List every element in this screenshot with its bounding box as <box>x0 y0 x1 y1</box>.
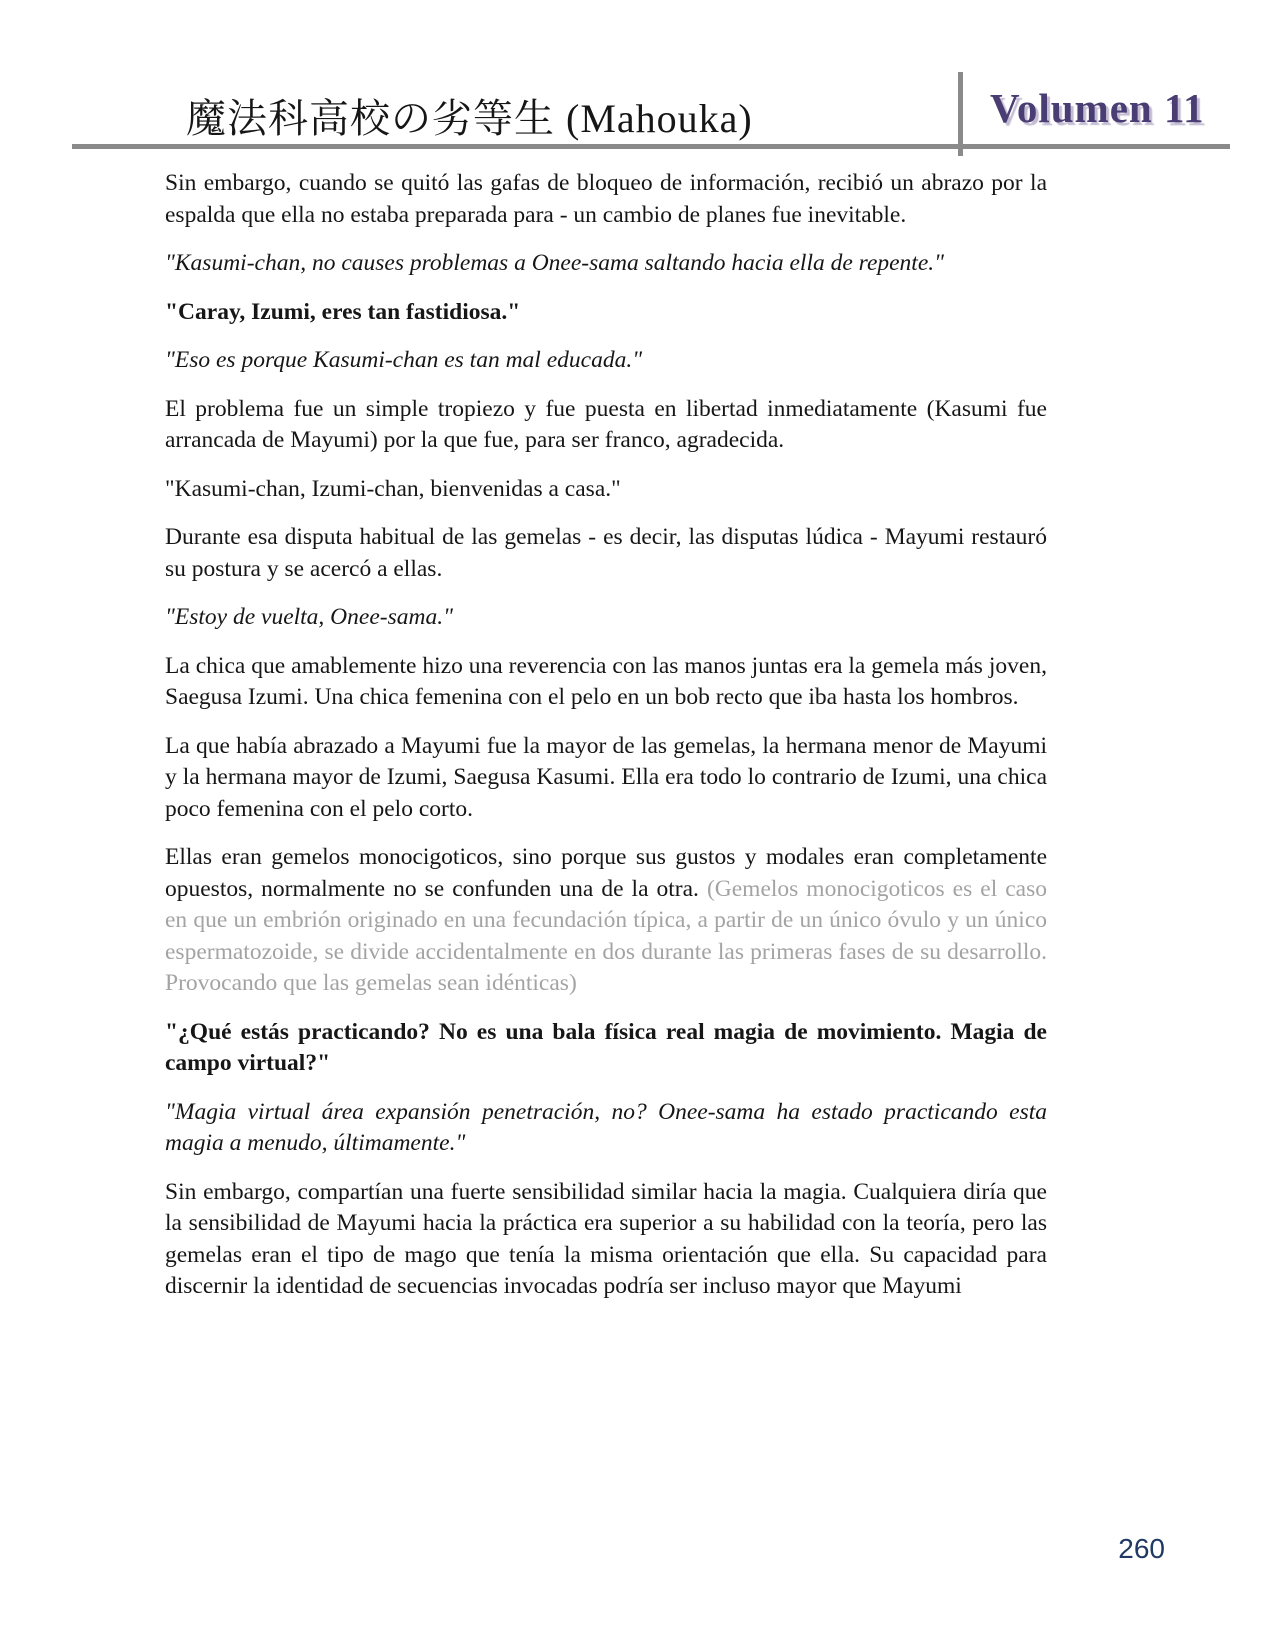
paragraph-dialogue-italic: "Eso es porque Kasumi-chan es tan mal educada." <box>165 347 643 373</box>
paragraph: Sin embargo, compartían una fuerte sensibilidad similar hacia la magia. Cualquiera diría que la sensibilidad de Mayumi hacia la práctica era superior a su habilidad con la teoría, pero las gemelas eran el tipo de mago que tenía la misma orientación que ella. Su capacidad para discernir la identidad de secuencias invocadas podría ser incluso mayor que Mayumi <box>165 1178 1047 1299</box>
document-title: 魔法科高校の劣等生 (Mahouka) <box>186 96 753 141</box>
paragraph: La que había abrazado a Mayumi fue la mayor de las gemelas, la hermana menor de Mayumi y la hermana mayor de Izumi, Saegusa Kasumi. Ella era todo lo contrario de Izumi, una chica poco femenina con el pelo corto. <box>165 732 1047 822</box>
paragraph-dialogue-italic: "Magia virtual área expansión penetración, no? Onee-sama ha estado practicando esta magia a menudo, últimamente." <box>165 1098 1047 1156</box>
paragraph-dialogue-italic: "Estoy de vuelta, Onee-sama." <box>165 604 453 630</box>
paragraph-main-text: Ellas eran gemelos monocigoticos, sino porque sus gustos y modales eran completamente opuestos, normalmente no se confunden una de la otra. <box>165 844 1047 902</box>
page-number: 260 <box>1118 1533 1165 1564</box>
paragraph-dialogue-italic: "Kasumi-chan, no causes problemas a Onee-sama saltando hacia ella de repente." <box>165 250 945 276</box>
paragraph: La chica que amablemente hizo una reverencia con las manos juntas era la gemela más joven, Saegusa Izumi. Una chica femenina con el pelo en un bob recto que iba hasta los hombros. <box>165 652 1047 710</box>
paragraph-dialogue-bold: "¿Qué estás practicando? No es una bala física real magia de movimiento. Magia de campo virtual?" <box>165 1018 1047 1076</box>
paragraph-with-translator-note <box>165 842 1047 1000</box>
body-text-column <box>165 168 1047 1320</box>
header-row <box>0 62 1275 146</box>
paragraph: Sin embargo, cuando se quitó las gafas de bloqueo de información, recibió un abrazo por la espalda que ella no estaba preparada para - un cambio de planes fue inevitable. <box>165 170 1047 228</box>
paragraph-dialogue: "Kasumi-chan, Izumi-chan, bienvenidas a casa." <box>165 475 621 502</box>
paragraph-dialogue-bold: "Caray, Izumi, eres tan fastidiosa." <box>165 298 521 325</box>
paragraph: Durante esa disputa habitual de las gemelas - es decir, las disputas lúdica - Mayumi restauró su postura y se acercó a ellas. <box>165 524 1047 582</box>
header-horizontal-rule <box>72 144 1230 149</box>
paragraph: El problema fue un simple tropiezo y fue puesta en libertad inmediatamente (Kasumi fue arrancada de Mayumi) por la que fue, para ser franco, agradecida. <box>165 395 1047 453</box>
translator-note-gray: (Gemelos monocigoticos es el caso en que un embrión originado en una fecundación típica, a partir de un único óvulo y un único espermatozoide, se divide accidentalmente en dos durante las primeras fases de su desarrollo. Provocando que las gemelas sean idénticas) <box>165 875 1047 996</box>
volume-label: Volumen 11 <box>990 85 1205 131</box>
